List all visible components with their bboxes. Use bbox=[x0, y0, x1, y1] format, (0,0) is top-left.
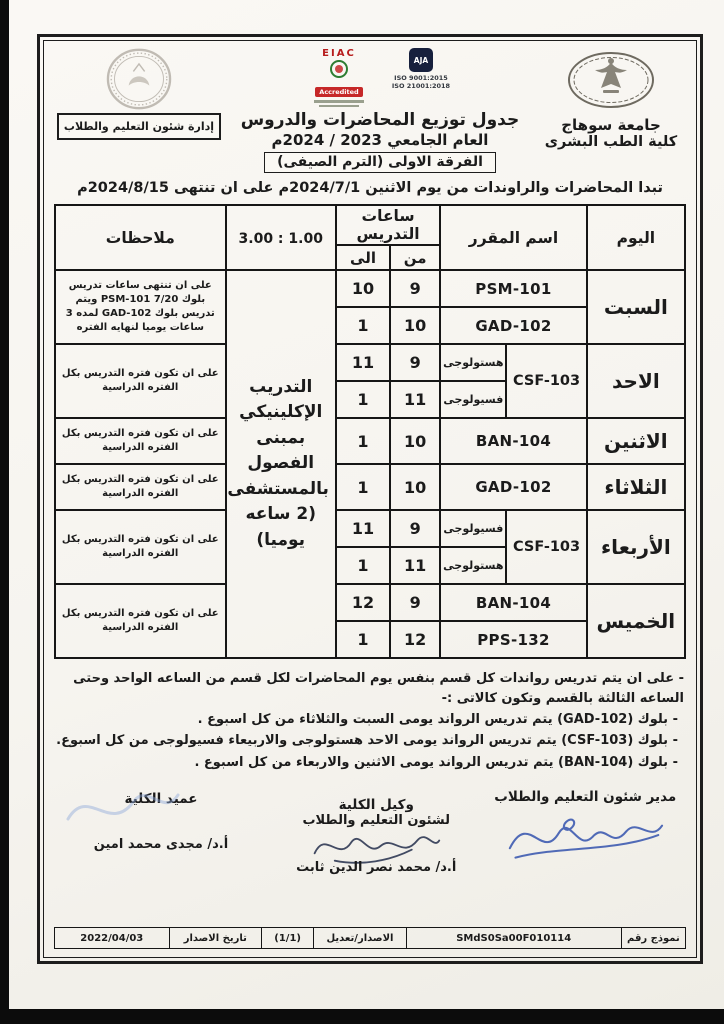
signatures-section bbox=[54, 785, 686, 909]
day-cell: الاحد bbox=[587, 344, 685, 418]
col-header-course: اسم المقرر bbox=[440, 205, 586, 270]
day-cell: الاثنين bbox=[587, 418, 685, 464]
page-frame bbox=[37, 34, 703, 964]
block-cell: CSF-103 bbox=[506, 344, 586, 418]
col-header-teaching-hours: ساعات التدريس bbox=[336, 205, 440, 245]
document-title: جدول توزيع المحاضرات والدروس bbox=[240, 110, 520, 130]
subject-cell: فسيولوجى bbox=[440, 510, 506, 547]
table-row bbox=[55, 344, 685, 381]
to-cell: 1 bbox=[336, 418, 390, 464]
subject-cell: هستولوجى bbox=[440, 344, 506, 381]
university-stamp-icon bbox=[103, 47, 175, 111]
administration-label: إدارة شئون التعليم والطلاب bbox=[57, 113, 221, 140]
issue-date: 2022/04/03 bbox=[80, 932, 144, 944]
eiac-caption-bar bbox=[314, 100, 364, 103]
schedule-period-note: تبدا المحاضرات والراوندات من يوم الاثنين 2024/7/1م على ان تنتهى 2024/8/15م bbox=[77, 180, 663, 196]
director-signature-block bbox=[489, 785, 682, 909]
day-cell: الخميس bbox=[587, 584, 685, 658]
dean-signature bbox=[62, 781, 182, 833]
stamp-area bbox=[54, 47, 224, 111]
form-code: SMdS0Sa00F010114 bbox=[456, 932, 572, 944]
footnote-item: - بلوك (GAD-102) يتم تدريس الرواند يومى السبت والثلاثاء من كل اسبوع . bbox=[197, 712, 678, 728]
to-cell: 11 bbox=[336, 344, 390, 381]
table-row bbox=[55, 270, 685, 307]
form-number-label: نموذج رقم bbox=[621, 928, 685, 949]
col-header-notes: ملاحظات bbox=[55, 205, 226, 270]
to-cell: 10 bbox=[336, 270, 390, 307]
vice-dean-title: وكيل الكلية bbox=[338, 796, 414, 813]
eiac-label: EIAC bbox=[322, 48, 356, 59]
header-title-block bbox=[224, 47, 536, 173]
from-cell: 11 bbox=[390, 381, 440, 418]
aja-accreditation-logo bbox=[388, 48, 454, 107]
from-cell: 10 bbox=[390, 307, 440, 344]
table-row bbox=[55, 510, 685, 547]
subject-cell: هستولوجى bbox=[440, 547, 506, 584]
note-cell: على ان تكون فتره التدريس بكل الفتره الدراسية bbox=[55, 584, 226, 658]
from-cell: 10 bbox=[390, 418, 440, 464]
document-header bbox=[54, 47, 686, 173]
course-cell: BAN-104 bbox=[440, 418, 586, 464]
from-cell: 9 bbox=[390, 344, 440, 381]
to-cell: 1 bbox=[336, 307, 390, 344]
to-cell: 12 bbox=[336, 584, 390, 621]
schedule-table bbox=[54, 204, 686, 659]
course-cell: PPS-132 bbox=[440, 621, 586, 658]
iso-9001-label: ISO 9001:2015 bbox=[394, 74, 448, 82]
issue-number: (1/1) bbox=[274, 932, 301, 944]
col-header-from: من bbox=[390, 245, 440, 270]
to-cell: 1 bbox=[336, 621, 390, 658]
table-row bbox=[55, 464, 685, 510]
footer-row bbox=[55, 928, 686, 949]
page-frame-inner bbox=[43, 40, 697, 958]
university-emblem-icon bbox=[565, 49, 657, 111]
from-cell: 9 bbox=[390, 270, 440, 307]
col-header-clinical-hours bbox=[226, 205, 336, 270]
col-header-to: الى bbox=[336, 245, 390, 270]
dean-name: أ.د/ مجدى محمد امين bbox=[93, 836, 229, 852]
footnote-item: - بلوك (BAN-104) يتم تدريس الرواند يومى الاثنين والاربعاء من كل اسبوع . bbox=[194, 754, 678, 770]
issue-date-value bbox=[55, 928, 170, 949]
eiac-accreditation-logo bbox=[306, 48, 372, 107]
document-page bbox=[9, 0, 724, 1009]
eiac-accredited-ribbon: Accredited bbox=[315, 87, 362, 97]
footnote-item: - بلوك (CSF-103) يتم تدريس الرواند يومى الاحد هستولوجى والاربيعاء فسيولوجى من كل اسبوع. bbox=[56, 733, 678, 749]
course-cell: PSM-101 bbox=[440, 270, 586, 307]
day-cell: الثلاثاء bbox=[587, 464, 685, 510]
footer-form-strip bbox=[54, 927, 686, 949]
from-cell: 9 bbox=[390, 510, 440, 547]
header-university-block bbox=[536, 47, 686, 150]
clinical-training-cell: التدريب الإكلينيكي بمبنى الفصول بالمستشفى (2 ساعه يوميا) bbox=[226, 270, 336, 658]
accreditation-logos bbox=[224, 48, 536, 107]
to-cell: 1 bbox=[336, 547, 390, 584]
subject-cell: فسيولوجى bbox=[440, 381, 506, 418]
academic-year: العام الجامعي 2023 / 2024م bbox=[271, 131, 489, 149]
from-cell: 11 bbox=[390, 547, 440, 584]
note-cell: على ان تكون فتره التدريس بكل الفتره الدراسية bbox=[55, 510, 226, 584]
vice-dean-subtitle: لشئون التعليم والطلاب bbox=[302, 812, 451, 828]
note-cell: على ان تكون فتره التدريس بكل الفتره الدراسية bbox=[55, 344, 226, 418]
aja-emblem-icon: AJA bbox=[409, 48, 433, 72]
note-cell: على ان تنتهى ساعات تدريس بلوك PSM-101 7/20 ويتم تدريس بلوك GAD-102 لمده 3 ساعات يوميا لنهايه الفتره bbox=[55, 270, 226, 344]
faculty-name: كلية الطب البشرى bbox=[544, 134, 678, 150]
block-cell: CSF-103 bbox=[506, 510, 586, 584]
footnote-intro: - على ان يتم تدريس رواندات كل قسم بنفس يوم المحاضرات لكل قسم من الساعه الواحد وحتى الساعه الثالثة بالقسم وتكون كالاتى :- bbox=[73, 671, 684, 707]
course-cell: GAD-102 bbox=[440, 307, 586, 344]
footnotes-section bbox=[54, 668, 686, 773]
day-cell: السبت bbox=[587, 270, 685, 344]
clinical-hours-value: 3.00 : 1.00 bbox=[238, 230, 323, 247]
vice-dean-name: أ.د/ محمد نصر الدين ثابت bbox=[296, 859, 457, 875]
note-cell: على ان تكون فتره التدريس بكل الفتره الدراسية bbox=[55, 464, 226, 510]
dean-title: عميد الكلية bbox=[124, 790, 198, 807]
dean-signature-block bbox=[58, 785, 264, 909]
course-cell: GAD-102 bbox=[440, 464, 586, 510]
from-cell: 12 bbox=[390, 621, 440, 658]
iso-21001-label: ISO 21001:2018 bbox=[391, 82, 451, 91]
table-row bbox=[55, 584, 685, 621]
course-cell: BAN-104 bbox=[440, 584, 586, 621]
from-cell: 10 bbox=[390, 464, 440, 510]
eiac-caption-bar bbox=[319, 105, 359, 108]
form-number-value bbox=[406, 928, 621, 949]
university-name: جامعة سوهاج bbox=[561, 116, 661, 134]
director-title: مدير شئون التعليم والطلاب bbox=[494, 788, 677, 805]
issue-label: الاصدار/تعديل bbox=[314, 928, 406, 949]
to-cell: 11 bbox=[336, 510, 390, 547]
to-cell: 1 bbox=[336, 381, 390, 418]
vice-dean-signature-block bbox=[264, 785, 489, 909]
director-signature bbox=[499, 805, 671, 867]
header-admin-block bbox=[54, 47, 224, 140]
issue-date-label: تاريخ الاصدار bbox=[169, 928, 261, 949]
term-label: الفرقة الاولى (الترم الصيفى) bbox=[264, 152, 496, 173]
from-cell: 9 bbox=[390, 584, 440, 621]
col-header-day: اليوم bbox=[587, 205, 685, 270]
day-cell: الأربعاء bbox=[587, 510, 685, 584]
to-cell: 1 bbox=[336, 464, 390, 510]
table-row bbox=[55, 418, 685, 464]
note-cell: على ان تكون فتره التدريس بكل الفتره الدراسية bbox=[55, 418, 226, 464]
eiac-emblem-icon bbox=[330, 60, 348, 78]
issue-value bbox=[262, 928, 314, 949]
